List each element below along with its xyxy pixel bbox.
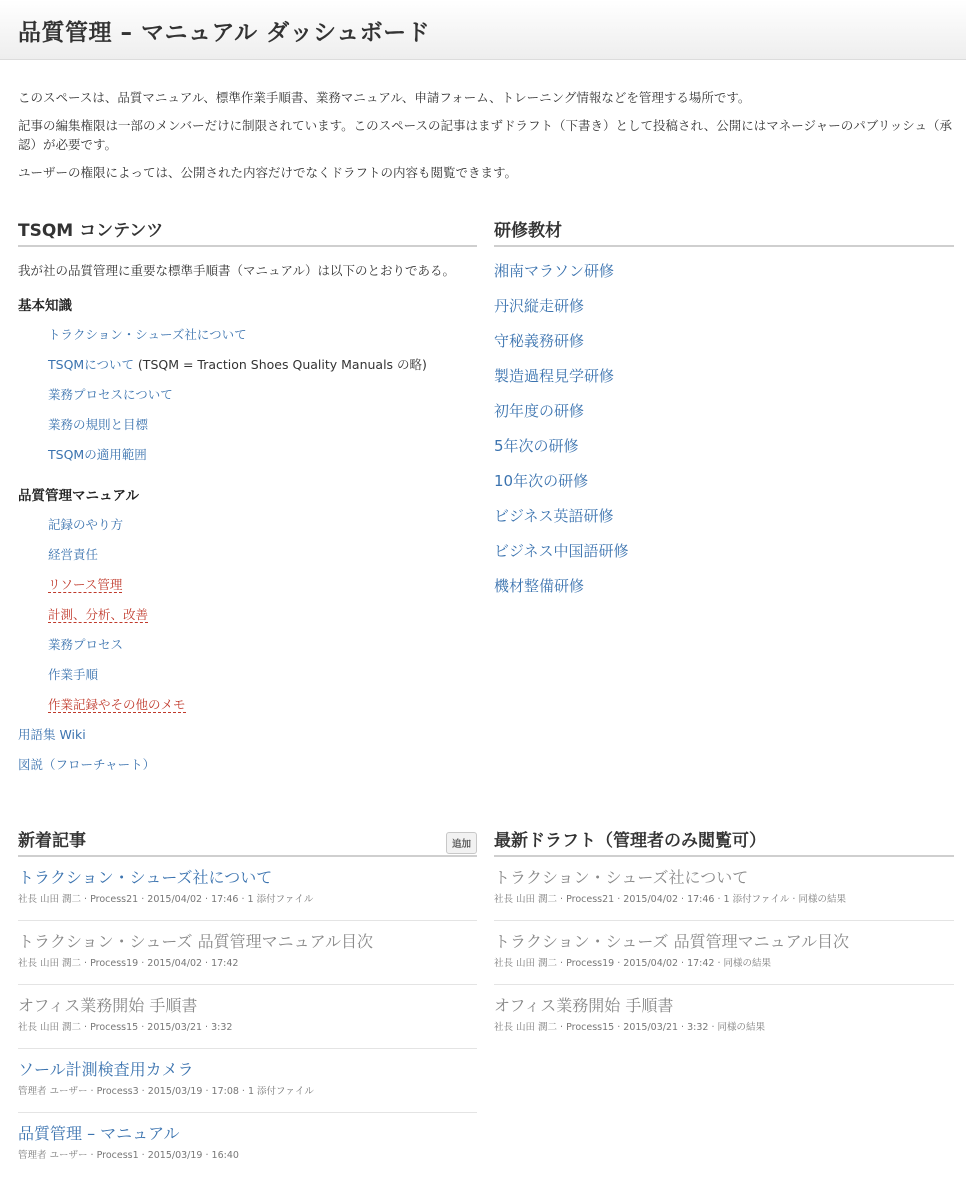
basic-knowledge-list	[18, 320, 477, 470]
article-title-link[interactable]: トラクション・シューズ 品質管理マニュアル目次	[18, 932, 374, 951]
list-item	[494, 985, 954, 1049]
link-management-responsibility[interactable]: 経営責任	[48, 547, 99, 562]
draft-meta: 社長 山田 潤二 · Process15 · 2015/03/21 · 3:32 · 同様の結果	[494, 1022, 765, 1033]
latest-drafts-panel	[494, 826, 954, 1049]
link-about-company[interactable]: トラクション・シューズ社について	[48, 327, 247, 342]
training-section-title: 研修教材	[494, 216, 954, 247]
qm-manual-heading: 品質管理マニュアル	[18, 488, 139, 504]
article-meta: 社長 山田 潤二 · Process15 · 2015/03/21 · 3:32	[18, 1022, 233, 1033]
list-item	[494, 257, 954, 292]
article-title-link[interactable]: オフィス業務開始 手順書	[18, 996, 198, 1015]
article-meta: 社長 山田 潤二 · Process19 · 2015/04/02 · 17:42	[18, 958, 239, 969]
list-item	[494, 327, 954, 362]
training-list	[494, 257, 954, 607]
tsqm-abbreviation-note: (TSQM = Traction Shoes Quality Manuals の略)	[133, 357, 427, 372]
link-training-confidentiality[interactable]: 守秘義務研修	[494, 332, 585, 350]
article-meta: 管理者 ユーザー · Process3 · 2015/03/19 · 17:08 · 1 添付ファイル	[18, 1086, 314, 1097]
intro-section	[18, 88, 953, 191]
draft-title-link[interactable]: オフィス業務開始 手順書	[494, 996, 674, 1015]
list-item	[48, 320, 477, 350]
tsqm-contents-panel	[18, 216, 477, 780]
list-item	[48, 410, 477, 440]
list-item	[48, 600, 477, 630]
list-item	[18, 921, 477, 985]
link-resource-management[interactable]: リソース管理	[48, 577, 123, 592]
basic-knowledge-heading: 基本知識	[18, 298, 72, 314]
list-item	[494, 362, 954, 397]
link-tsqm-scope[interactable]: TSQMの適用範囲	[48, 447, 147, 462]
extra-links	[18, 720, 477, 780]
link-training-factory-tour[interactable]: 製造過程見学研修	[494, 367, 615, 385]
list-item	[18, 1113, 477, 1177]
article-title-link[interactable]: 品質管理 – マニュアル	[18, 1124, 180, 1143]
link-training-shonan-marathon[interactable]: 湘南マラソン研修	[494, 262, 615, 280]
link-training-tanzawa[interactable]: 丹沢縦走研修	[494, 297, 585, 315]
article-title-link[interactable]: ソール計測検査用カメラ	[18, 1060, 194, 1079]
list-item	[494, 502, 954, 537]
list-item	[48, 510, 477, 540]
list-item	[494, 537, 954, 572]
list-item	[48, 570, 477, 600]
link-training-first-year[interactable]: 初年度の研修	[494, 402, 585, 420]
list-item	[18, 1049, 477, 1113]
list-item	[48, 630, 477, 660]
intro-paragraph-2: 記事の編集権限は一部のメンバーだけに制限されています。このスペースの記事はまずドラフト（下書き）として投稿され、公開にはマネージャーのパブリッシュ（承認）が必要です。	[18, 118, 953, 152]
list-item	[494, 397, 954, 432]
link-recording-method[interactable]: 記録のやり方	[48, 517, 124, 532]
link-about-tsqm[interactable]: TSQMについて	[48, 357, 134, 372]
link-training-business-english[interactable]: ビジネス英語研修	[494, 507, 614, 525]
link-training-10th-year[interactable]: 10年次の研修	[494, 472, 589, 490]
list-item	[48, 660, 477, 690]
link-training-business-chinese[interactable]: ビジネス中国語研修	[494, 542, 629, 560]
list-item	[18, 750, 477, 780]
list-item	[494, 857, 954, 921]
draft-title-link[interactable]: トラクション・シューズ 品質管理マニュアル目次	[494, 932, 850, 951]
list-item	[494, 292, 954, 327]
link-training-5th-year[interactable]: 5年次の研修	[494, 437, 579, 455]
recent-articles-label: 新着記事	[18, 831, 86, 851]
draft-title-link[interactable]: トラクション・シューズ社について	[494, 868, 749, 887]
recent-articles-panel	[18, 826, 477, 1177]
article-meta: 管理者 ユーザー · Process1 · 2015/03/19 · 16:40	[18, 1150, 239, 1161]
list-item	[48, 380, 477, 410]
link-training-equipment[interactable]: 機材整備研修	[494, 577, 585, 595]
tsqm-description: 我が社の品質管理に重要な標準手順書（マニュアル）は以下のとおりである。	[18, 263, 456, 278]
add-button[interactable]: 追加	[446, 832, 477, 854]
link-work-procedure[interactable]: 作業手順	[48, 667, 99, 682]
intro-paragraph-3: ユーザーの権限によっては、公開された内容だけでなくドラフトの内容も閲覧できます。	[18, 165, 518, 180]
link-business-process[interactable]: 業務プロセスについて	[48, 387, 173, 402]
article-title-link[interactable]: トラクション・シューズ社について	[18, 868, 273, 887]
link-rules-and-goals[interactable]: 業務の規則と目標	[48, 417, 149, 432]
link-measurement-analysis[interactable]: 計測、分析、改善	[48, 607, 149, 622]
intro-paragraph-1: このスペースは、品質マニュアル、標準作業手順書、業務マニュアル、申請フォーム、トレーニング情報などを管理する場所です。	[18, 90, 751, 105]
list-item	[494, 432, 954, 467]
list-item	[494, 467, 954, 502]
link-business-process-manual[interactable]: 業務プロセス	[48, 637, 124, 652]
qm-manual-list	[18, 510, 477, 720]
list-item	[48, 690, 477, 720]
page-title: 品質管理 – マニュアル ダッシュボード	[18, 20, 431, 46]
list-item	[494, 572, 954, 607]
draft-meta: 社長 山田 潤二 · Process19 · 2015/04/02 · 17:42 · 同様の結果	[494, 958, 772, 969]
list-item	[494, 921, 954, 985]
list-item	[18, 985, 477, 1049]
list-item	[18, 857, 477, 921]
draft-meta: 社長 山田 潤二 · Process21 · 2015/04/02 · 17:46 · 1 添付ファイル · 同様の結果	[494, 894, 846, 905]
link-work-records-notes[interactable]: 作業記録やその他のメモ	[48, 697, 186, 712]
recent-articles-title	[18, 826, 477, 857]
list-item	[48, 440, 477, 470]
training-panel	[494, 216, 954, 607]
page-header	[0, 0, 966, 60]
article-meta: 社長 山田 潤二 · Process21 · 2015/04/02 · 17:46 · 1 添付ファイル	[18, 894, 314, 905]
tsqm-section-title: TSQM コンテンツ	[18, 216, 477, 247]
link-glossary-wiki[interactable]: 用語集 Wiki	[18, 727, 86, 742]
list-item	[18, 720, 477, 750]
list-item	[48, 350, 477, 380]
list-item	[48, 540, 477, 570]
latest-drafts-title: 最新ドラフト（管理者のみ閲覧可）	[494, 826, 954, 857]
link-flowcharts[interactable]: 図説（フローチャート）	[18, 757, 156, 772]
